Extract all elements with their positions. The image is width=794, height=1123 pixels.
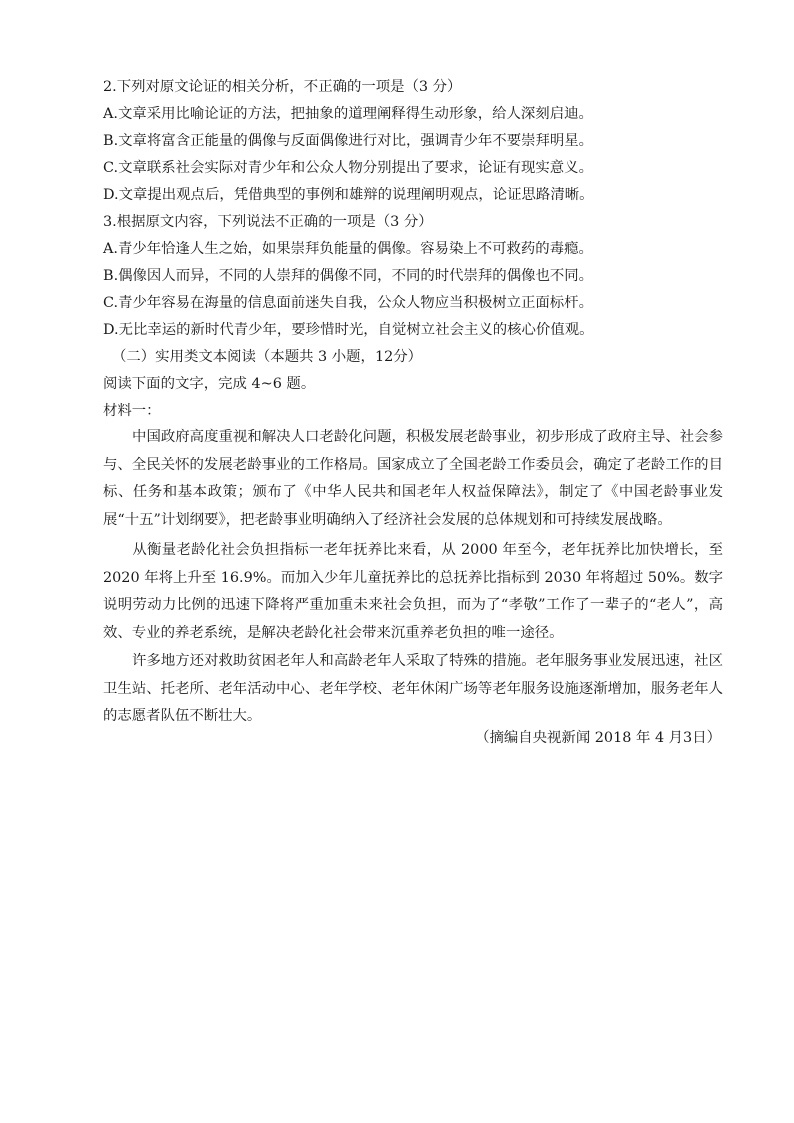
material-paragraph-1-text: 中国政府高度重视和解决人口老龄化问题，积极发展老龄事业，初步形成了政府主导、社会参与、全民关怀的发展老龄事业的工作格局。国家成立了全国老龄工作委员会，确定了老龄工作的目标、任务和基本政策；颁布了《中华人民共和国老年人权益保障法》，制定了《中国老龄事业发展“十五”计划纲要》，把老龄事业明确纳入了经济社会发展的总体规划和可持续发展战略。 <box>103 429 723 528</box>
question-2-option-b: B.文章将富含正能量的偶像与反面偶像进行对比，强调青少年不要崇拜明星。 <box>103 133 594 149</box>
material-paragraph-2 <box>103 537 723 647</box>
material-paragraph-3-text: 许多地方还对救助贫困老年人和高龄老年人采取了特殊的措施。老年服务事业发展迅速，社区卫生站、托老所、老年活动中心、老年学校、老年休闲广场等老年服务设施逐渐增加，服务老年人的志愿者队伍不断壮大。 <box>103 653 723 725</box>
material-paragraph-2-text: 从衡量老龄化社会负担指标一老年抚养比来看，从 2000 年至今，老年抚养比加快增长，至 2020 年将上升至 16.9%。而加入少年儿童抚养比的总抚养比指标到 2030 年将超过 50%。数字说明劳动力比例的迅速下降将严重加重未来社会负担，而为了“孝敬”工作了一辈子的“老人”，高效、专业的养老系统，是解决老龄化社会带来沉重养老负担的唯一途径。 <box>103 542 723 641</box>
question-2-stem: 2.下列对原文论证的相关分析，不正确的一项是（3 分） <box>103 79 462 95</box>
material-paragraph-3 <box>103 648 723 731</box>
question-2-option-a: A.文章采用比喻论证的方法，把抽象的道理阐释得生动形象，给人深刻启迪。 <box>103 106 593 122</box>
question-3-option-a: A.青少年恰逢人生之始，如果崇拜负能量的偶像。容易染上不可救药的毒瘾。 <box>103 241 593 257</box>
question-3-option-c: C.青少年容易在海量的信息面前迷失自我，公众人物应当积极树立正面标杆。 <box>103 295 593 311</box>
question-3-stem: 3.根据原文内容，下列说法不正确的一项是（3 分） <box>103 214 433 230</box>
material-paragraph-1 <box>103 424 723 534</box>
question-3-option-d: D.无比幸运的新时代青少年，要珍惜时光，自觉树立社会主义的核心价值观。 <box>103 322 594 338</box>
question-2-option-d: D.文章提出观点后，凭借典型的事例和雄辩的说理阐明观点，论证思路清晰。 <box>103 187 594 203</box>
section-title: （二）实用类文本阅读（本题共 3 小题，12分） <box>112 349 423 365</box>
reading-instruction: 阅读下面的文字，完成 4~6 题。 <box>103 376 316 392</box>
source-citation: （摘编自央视新闻 2018 年 4 月3日） <box>475 730 721 746</box>
question-2-option-c: C.文章联系社会实际对青少年和公众人物分别提出了要求，论证有现实意义。 <box>103 160 593 176</box>
question-3-option-b: B.偶像因人而异，不同的人崇拜的偶像不同，不同的时代崇拜的偶像也不同。 <box>103 268 594 284</box>
material-label: 材料一： <box>103 403 161 419</box>
